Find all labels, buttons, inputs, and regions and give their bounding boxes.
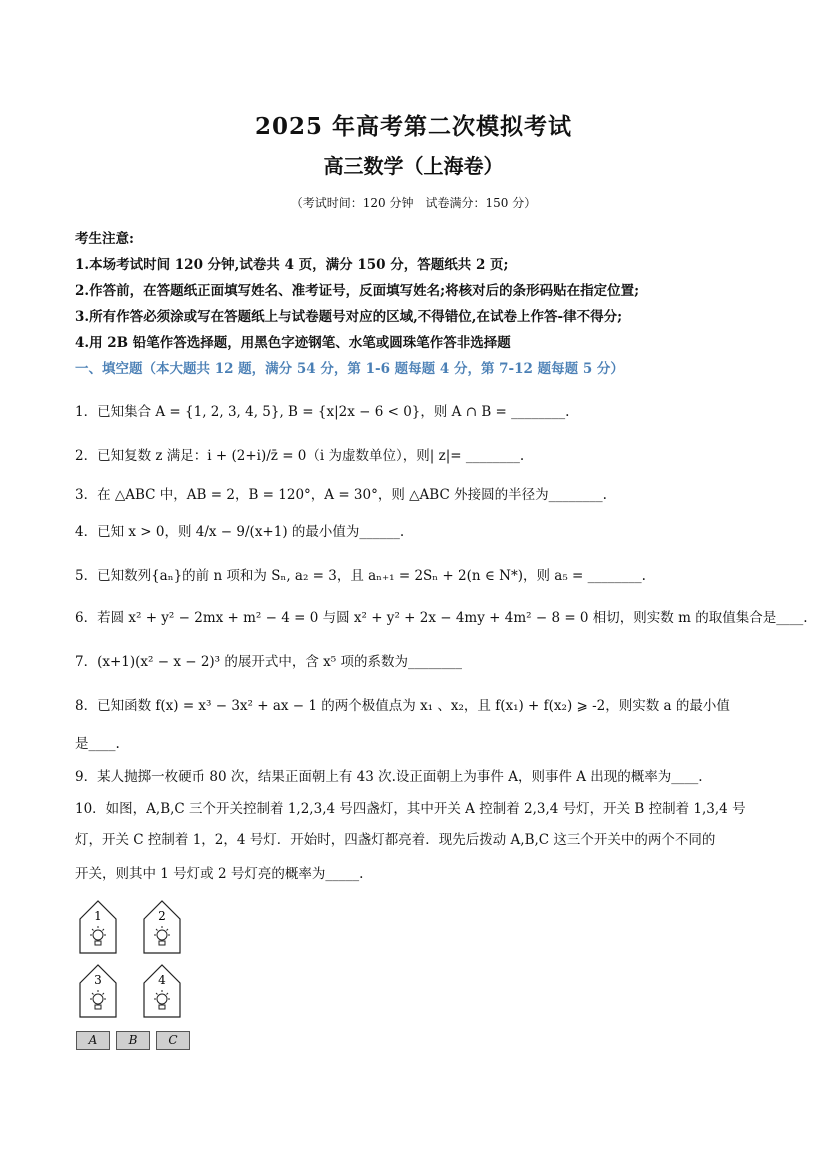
question-9: 9．某人抛掷一枚硬币 80 次，结果正面朝上有 43 次.设正面朝上为事件 A，则事件 A 出现的概率为____. <box>75 769 703 785</box>
question-3: 3．在 △ABC 中，AB = 2，B = 120°，A = 30°，则 △ABC 外接圆的半径为________. <box>75 487 607 503</box>
lamp-number: 4 <box>158 973 166 987</box>
note-item: 1.本场考试时间 120 分钟,试卷共 4 页，满分 150 分，答题纸共 2 页; <box>75 257 509 273</box>
question-7: 7．(x+1)(x² − x − 2)³ 的展开式中，含 x⁵ 项的系数为________ <box>75 654 462 670</box>
question-10: 10．如图，A,B,C 三个开关控制着 1,2,3,4 号四盏灯，其中开关 A 控制着 2,3,4 号灯，开关 B 控制着 1,3,4 号 <box>75 801 746 817</box>
question-1: 1．已知集合 A = {1, 2, 3, 4, 5}, B = {x|2x − 6 < 0}，则 A ∩ B = ________. <box>75 404 570 420</box>
note-item: 4.用 2B 铅笔作答选择题，用黑色字迹钢笔、水笔或圆珠笔作答非选择题 <box>75 335 511 351</box>
switch-a: A <box>76 1031 110 1050</box>
lamp-number: 2 <box>158 909 166 923</box>
note-item: 2.作答前，在答题纸正面填写姓名、准考证号，反面填写姓名;将核对后的条形码贴在指定位置; <box>75 283 640 299</box>
question-6: 6．若圆 x² + y² − 2mx + m² − 4 = 0 与圆 x² + y² + 2x − 4my + 4m² − 8 = 0 相切，则实数 m 的取值集合是____. <box>75 610 808 626</box>
lamp-number: 3 <box>94 973 102 987</box>
question-8: 8．已知函数 f(x) = x³ − 3x² + ax − 1 的两个极值点为 x₁ 、x₂，且 f(x₁) + f(x₂) ⩾ -2，则实数 a 的最小值 <box>75 698 730 714</box>
question-2: 2．已知复数 z 满足：i + (2+i)/z̄ = 0（i 为虚数单位），则| z|= ________. <box>75 448 525 464</box>
switch-c: C <box>156 1031 190 1050</box>
question-8-continuation: 是____. <box>75 736 120 752</box>
question-10-continuation-2: 开关，则其中 1 号灯或 2 号灯亮的概率为_____. <box>75 866 364 882</box>
exam-time-info: （考试时间：120 分钟 试卷满分：150 分） <box>290 196 537 210</box>
lamp-4 <box>144 965 180 1017</box>
question-10-continuation: 灯，开关 C 控制着 1，2，4 号灯．开始时，四盏灯都亮着．现先后拨动 A,B,C 这三个开关中的两个不同的 <box>75 832 716 848</box>
lamp-1 <box>80 901 116 953</box>
switch-b: B <box>116 1031 150 1050</box>
exam-title: 2025 年高考第二次模拟考试 <box>254 113 573 140</box>
question-5: 5．已知数列{aₙ}的前 n 项和为 Sₙ, a₂ = 3，且 aₙ₊₁ = 2Sₙ + 2(n ∈ N*)，则 a₅ = ________. <box>75 568 646 584</box>
note-item: 3.所有作答必须涂或写在答题纸上与试卷题号对应的区域,不得错位,在试卷上作答-律不得分; <box>75 309 623 325</box>
lamp-number: 1 <box>94 909 102 923</box>
lamp-3 <box>80 965 116 1017</box>
section-title: 一、填空题（本大题共 12 题，满分 54 分，第 1-6 题每题 4 分，第 7-12 题每题 5 分） <box>75 361 624 377</box>
lamp-switch-figure <box>74 893 194 1053</box>
notes-heading: 考生注意: <box>75 231 134 247</box>
exam-subtitle: 高三数学（上海卷） <box>323 154 504 178</box>
question-4: 4．已知 x > 0，则 4/x − 9/(x+1) 的最小值为______. <box>75 524 405 540</box>
candidate-notes <box>75 226 639 356</box>
lamp-2 <box>144 901 180 953</box>
